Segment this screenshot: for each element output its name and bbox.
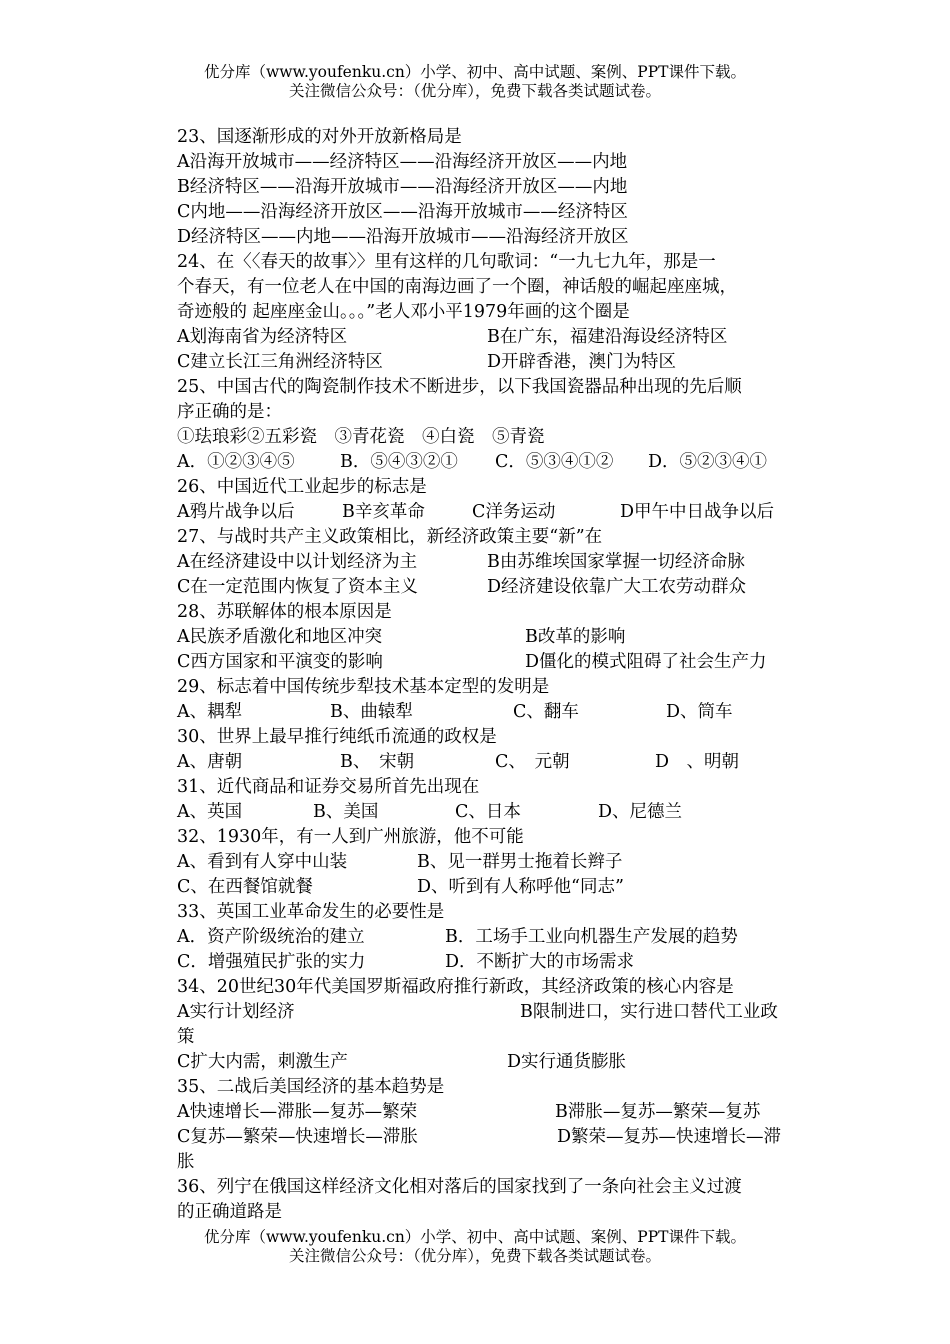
q29-options-row [177,700,817,725]
q26-option-c: C洋务运动 [472,502,556,522]
q28-stem: 28、苏联解体的根本原因是 [177,602,392,622]
q25-option-b: B．⑤④③②① [340,452,458,472]
q33-option-c: C．增强殖民扩张的实力 [177,952,366,972]
q24-option-b: B在广东，福建沿海设经济特区 [487,327,728,347]
header-line-2: 关注微信公众号：（优分库），免费下载各类试题试卷。 [288,82,661,100]
q34-option-c: C扩大内需，刺激生产 [177,1052,348,1072]
q34-option-a: A实行计划经济 [177,1002,295,1022]
q24-option-c: C建立长江三角洲经济特区 [177,352,383,372]
q34-options-row-1 [177,1000,817,1025]
page-header [0,63,950,101]
q27-options-row-1 [177,550,817,575]
q28-options-row-1 [177,625,817,650]
q30-option-d: D 、明朝 [655,752,740,772]
q35-stem: 35、二战后美国经济的基本趋势是 [177,1077,445,1097]
q26-stem: 26、中国近代工业起步的标志是 [177,477,427,497]
q32-option-d: D、听到有人称呼他“同志” [417,877,624,897]
q29-stem: 29、标志着中国传统步犁技术基本定型的发明是 [177,677,550,697]
q35-option-d-continued: 胀 [177,1152,195,1172]
q24-options-row-2 [177,350,817,375]
q32-option-b: B、见一群男士拖着长辫子 [417,852,623,872]
q24-option-d: D开辟香港，澳门为特区 [487,352,677,372]
q23-option-b: B经济特区——沿海开放城市——沿海经济开放区——内地 [177,177,628,197]
q24-stem-line-3: 奇迹般的 起座座金山。。。”老人邓小平1979年画的这个圈是 [177,302,630,322]
q27-stem: 27、与战时共产主义政策相比，新经济政策主要“新”在 [177,527,603,547]
q31-options-row [177,800,817,825]
q24-options-row-1 [177,325,817,350]
q24-stem-line-2: 个春天，有一位老人在中国的南海边画了一个圈，神话般的崛起座座城， [177,277,737,297]
q25-stem-line-2: 序正确的是： [177,402,282,422]
q32-stem: 32、1930年，有一人到广州旅游，他不可能 [177,827,524,847]
q32-options-row-2 [177,875,817,900]
q24-option-a: A划海南省为经济特区 [177,327,348,347]
q35-options-row-1 [177,1100,817,1125]
q33-options-row-1 [177,925,817,950]
q30-option-b: B、 宋朝 [340,752,415,772]
q33-option-a: A．资产阶级统治的建立 [177,927,365,947]
q28-option-a: A民族矛盾激化和地区冲突 [177,627,383,647]
q25-items: ①珐琅彩②五彩瓷 ③青花瓷 ④白瓷 ⑤青瓷 [177,427,545,447]
q30-option-c: C、 元朝 [495,752,570,772]
q24-stem-line-1: 24、在〈〈春天的故事〉〉里有这样的几句歌词：“一九七九年，那是一 [177,252,716,272]
q23-option-d: D经济特区——内地——沿海开放城市——沿海经济开放区 [177,227,629,247]
q29-option-b: B、曲辕犁 [330,702,413,722]
q34-option-b-continued: 策 [177,1027,195,1047]
q23-option-a: A沿海开放城市——经济特区——沿海经济开放区——内地 [177,152,628,172]
q33-stem: 33、英国工业革命发生的必要性是 [177,902,445,922]
q31-stem: 31、近代商品和证券交易所首先出现在 [177,777,480,797]
q27-option-d: D经济建设依靠广大工农劳动群众 [487,577,747,597]
q27-option-a: A在经济建设中以计划经济为主 [177,552,418,572]
q25-option-c: C．⑤③④①② [495,452,614,472]
q28-option-d: D僵化的模式阻碍了社会生产力 [525,652,767,672]
q34-stem: 34、20世纪30年代美国罗斯福政府推行新政，其经济政策的核心内容是 [177,977,734,997]
q34-option-d: D实行通货膨胀 [507,1052,627,1072]
q36-stem-line-1: 36、列宁在俄国这样经济文化相对落后的国家找到了一条向社会主义过渡 [177,1177,742,1197]
q32-option-a: A、看到有人穿中山装 [177,852,348,872]
q25-option-d: D．⑤②③④① [648,452,768,472]
q27-option-c: C在一定范围内恢复了资本主义 [177,577,418,597]
q35-options-row-2 [177,1125,817,1150]
q23-stem: 23、国逐渐形成的对外开放新格局是 [177,127,462,147]
q26-option-d: D甲午中日战争以后 [620,502,775,522]
q25-options-row [177,450,817,475]
q26-option-b: B辛亥革命 [342,502,425,522]
q34-options-row-2 [177,1050,817,1075]
q30-option-a: A、唐朝 [177,752,243,772]
q27-options-row-2 [177,575,817,600]
footer-line-2: 关注微信公众号：（优分库），免费下载各类试题试卷。 [288,1247,661,1265]
q23-option-c: C内地——沿海经济开放区——沿海开放城市——经济特区 [177,202,628,222]
q29-option-d: D、筒车 [666,702,733,722]
footer-line-1: 优分库（www.youfenku.cn）小学、初中、高中试题、案例、PPT课件下载。 [203,1228,747,1246]
q31-option-a: A、英国 [177,802,243,822]
q31-option-b: B、美国 [313,802,379,822]
q30-stem: 30、世界上最早推行纯纸币流通的政权是 [177,727,497,747]
q33-option-d: D．不断扩大的市场需求 [445,952,635,972]
q29-option-a: A、耦犁 [177,702,243,722]
q35-option-b: B滞胀—复苏—繁荣—复苏 [555,1102,761,1122]
q35-option-c: C复苏—繁荣—快速增长—滞胀 [177,1127,418,1147]
q32-option-c: C、在西餐馆就餐 [177,877,313,897]
q26-option-a: A鸦片战争以后 [177,502,295,522]
q28-options-row-2 [177,650,817,675]
q35-option-a: A快速增长—滞胀—复苏—繁荣 [177,1102,418,1122]
q30-options-row [177,750,817,775]
page-footer [0,1228,950,1266]
q25-stem-line-1: 25、中国古代的陶瓷制作技术不断进步，以下我国瓷器品种出现的先后顺 [177,377,742,397]
question-list [177,125,817,1225]
q27-option-b: B由苏维埃国家掌握一切经济命脉 [487,552,745,572]
q33-option-b: B．工场手工业向机器生产发展的趋势 [445,927,738,947]
q36-stem-line-2: 的正确道路是 [177,1202,282,1222]
q26-options-row [177,500,817,525]
q33-options-row-2 [177,950,817,975]
q28-option-c: C西方国家和平演变的影响 [177,652,383,672]
q32-options-row-1 [177,850,817,875]
q25-option-a: A．①②③④⑤ [177,452,295,472]
q29-option-c: C、翻车 [513,702,579,722]
q28-option-b: B改革的影响 [525,627,626,647]
header-line-1: 优分库（www.youfenku.cn）小学、初中、高中试题、案例、PPT课件下载。 [203,63,747,81]
q34-option-b: B限制进口，实行进口替代工业政 [520,1002,778,1022]
q31-option-c: C、日本 [455,802,521,822]
q31-option-d: D、尼德兰 [598,802,683,822]
q35-option-d: D繁荣—复苏—快速增长—滞 [557,1127,782,1147]
